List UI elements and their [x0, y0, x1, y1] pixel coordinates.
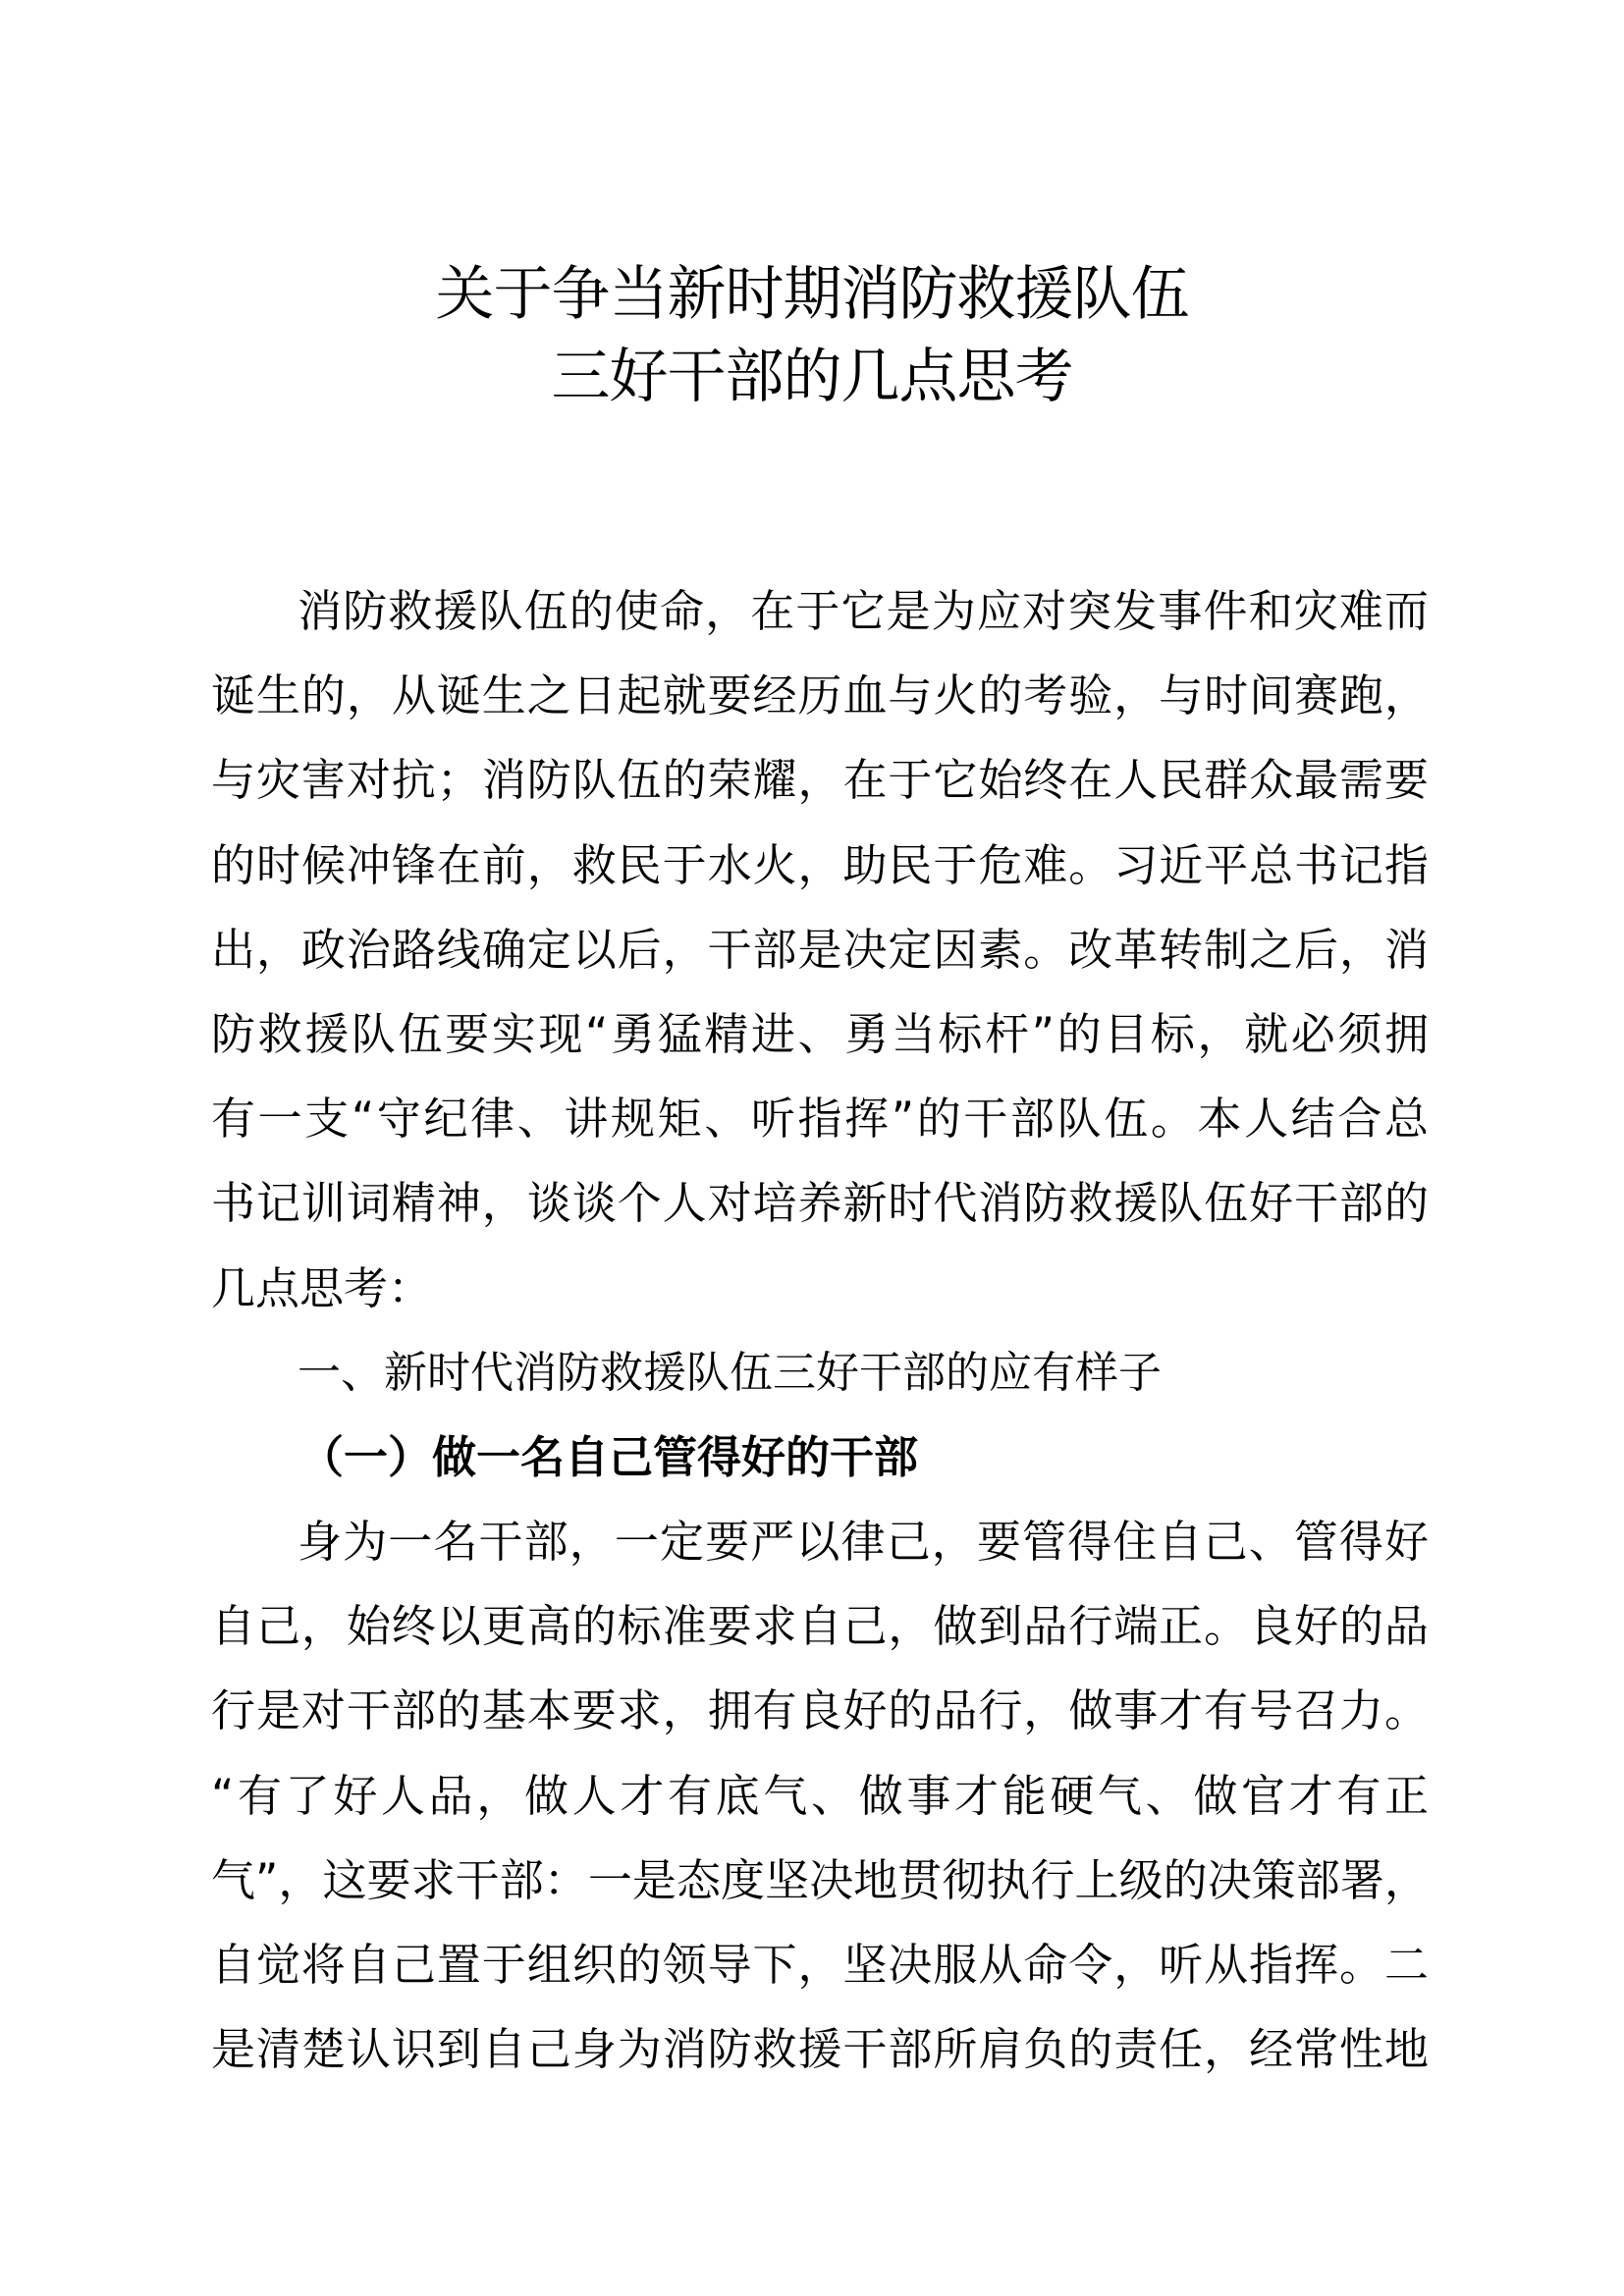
- paragraph-line: 自觉将自己置于组织的领导下，坚决服从命令，听从指挥。二: [211, 1939, 1429, 1991]
- paragraph-line: 的时候冲锋在前，救民于水火，助民于危难。习近平总书记指: [211, 838, 1429, 891]
- paragraph-line: 行是对干部的基本要求，拥有良好的品行，做事才有号召力。: [211, 1684, 1429, 1737]
- title-line-1: 关于争当新时期消防救援队伍: [435, 260, 1189, 329]
- intro-paragraph: [211, 569, 1429, 1331]
- document-body: [211, 569, 1429, 2092]
- document-title: [0, 253, 1624, 418]
- title-line-2: 三好干部的几点思考: [551, 343, 1073, 411]
- paragraph-line: 有一支“守纪律、讲规矩、听指挥”的干部队伍。本人结合总: [211, 1093, 1429, 1146]
- subsection-paragraph: [211, 1500, 1429, 2092]
- paragraph-line: 气”，这要求干部：一是态度坚决地贯彻执行上级的决策部署，: [211, 1853, 1429, 1906]
- section-heading: 一、新时代消防救援队伍三好干部的应有样子: [298, 1347, 1162, 1398]
- paragraph-line: 是清楚认识到自己身为消防救援干部所肩负的责任，经常性地: [211, 2023, 1429, 2076]
- paragraph-line: 书记训词精神，谈谈个人对培养新时代消防救援队伍好干部的: [211, 1177, 1429, 1230]
- paragraph-line: 身为一名干部，一定要严以律己，要管得住自己、管得好: [298, 1516, 1429, 1569]
- paragraph-line: 诞生的，从诞生之日起就要经历血与火的考验，与时间赛跑，: [211, 669, 1429, 722]
- paragraph-line: 自己，始终以更高的标准要求自己，做到品行端正。良好的品: [211, 1600, 1429, 1653]
- paragraph-line: 消防救援队伍的使命，在于它是为应对突发事件和灾难而: [298, 585, 1429, 637]
- paragraph-line: 与灾害对抗；消防队伍的荣耀，在于它始终在人民群众最需要: [211, 754, 1429, 807]
- paragraph-line: 几点思考：: [211, 1261, 433, 1314]
- paragraph-line: “有了好人品，做人才有底气、做事才能硬气、做官才有正: [211, 1769, 1429, 1822]
- paragraph-line: 防救援队伍要实现“勇猛精进、勇当标杆”的目标，就必须拥: [211, 1007, 1429, 1060]
- subsection-heading: （一）做一名自己管得好的干部: [299, 1430, 919, 1483]
- paragraph-line: 出，政治路线确定以后，干部是决定因素。改革转制之后，消: [211, 923, 1429, 976]
